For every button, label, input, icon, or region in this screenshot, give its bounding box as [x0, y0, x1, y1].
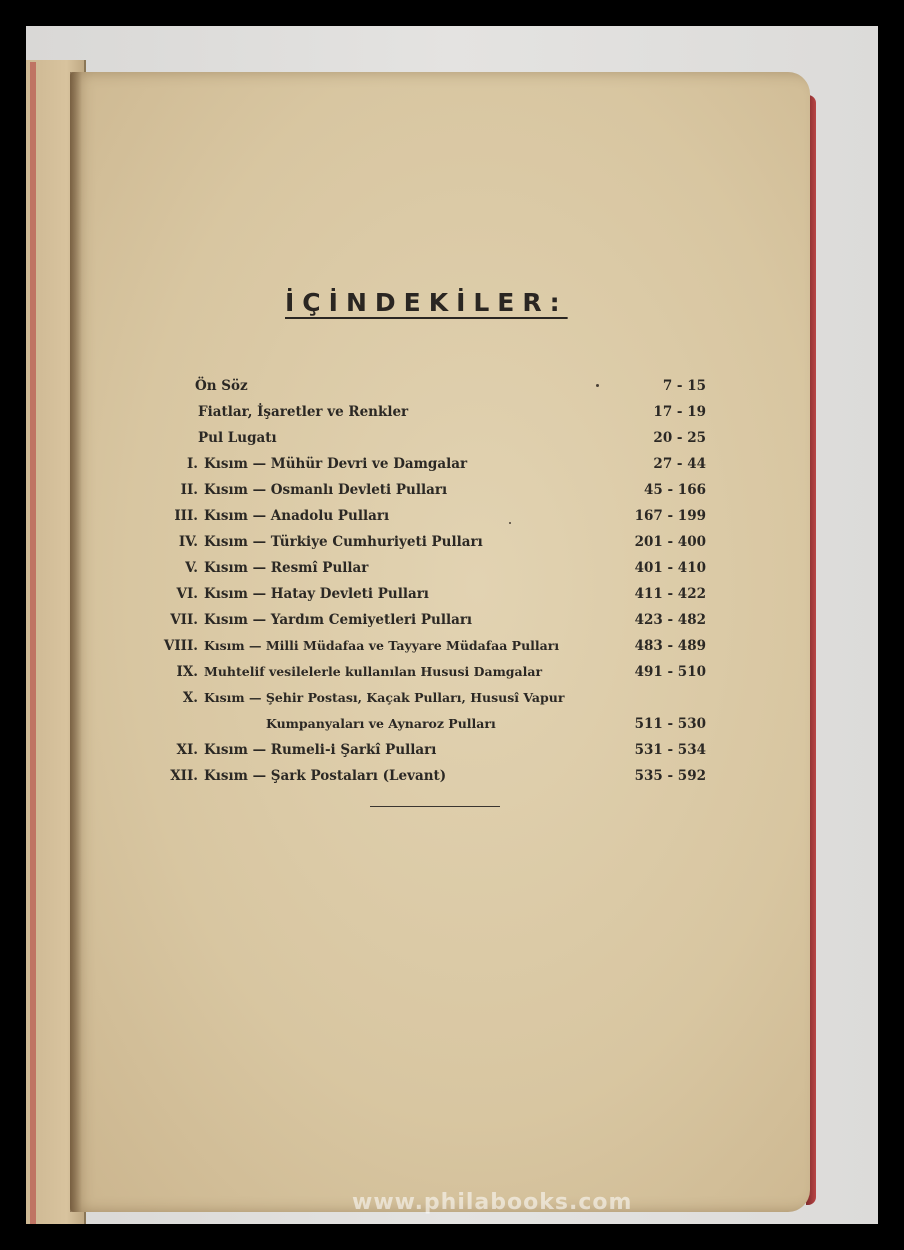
- toc-row: [150, 690, 720, 742]
- toc-label: Kısım — Resmî Pullar: [204, 560, 369, 576]
- toc-label: Kısım — Mühür Devri ve Damgalar: [204, 456, 468, 472]
- toc-row: [150, 404, 720, 430]
- ink-speck: [596, 384, 599, 387]
- toc-pages: 167 - 199: [634, 508, 706, 524]
- toc-row: [150, 612, 720, 638]
- toc-row: [150, 586, 720, 612]
- toc-label: Pul Lugatı: [198, 430, 277, 446]
- toc-label: Kısım — Şehir Postası, Kaçak Pulları, Hususî Vapur: [204, 690, 565, 705]
- toc-label-continued: Kumpanyaları ve Aynaroz Pulları: [266, 716, 496, 731]
- toc-row: [150, 768, 720, 794]
- toc-part-number: V.: [185, 560, 198, 576]
- toc-part-number: II.: [180, 482, 198, 498]
- toc-row: [150, 638, 720, 664]
- toc-part-number: IV.: [178, 534, 198, 550]
- page-title: İÇİNDEKİLER:: [285, 288, 568, 317]
- toc-pages: 511 - 530: [634, 716, 706, 732]
- toc-pages: 423 - 482: [634, 612, 706, 628]
- toc-pages: 17 - 19: [653, 404, 706, 420]
- toc-part-number: XII.: [170, 768, 198, 784]
- ink-speck: [509, 522, 511, 524]
- toc-pages: 491 - 510: [634, 664, 706, 680]
- toc-label: Kısım — Hatay Devleti Pulları: [204, 586, 429, 602]
- table-of-contents: [150, 378, 720, 794]
- toc-pages: 45 - 166: [644, 482, 706, 498]
- toc-label: Muhtelif vesilelerle kullanılan Hususi Damgalar: [204, 664, 543, 679]
- toc-pages: 483 - 489: [634, 638, 706, 654]
- closing-rule: [370, 806, 500, 807]
- toc-label: Ön Söz: [195, 378, 248, 394]
- toc-pages: 7 - 15: [662, 378, 706, 394]
- toc-pages: 535 - 592: [634, 768, 706, 784]
- toc-part-number: VI.: [176, 586, 198, 602]
- watermark: www.philabooks.com: [352, 1190, 633, 1215]
- toc-row: [150, 664, 720, 690]
- toc-part-number: XI.: [176, 742, 198, 758]
- toc-label: Kısım — Yardım Cemiyetleri Pulları: [204, 612, 473, 628]
- toc-label: Kısım — Şark Postaları (Levant): [204, 768, 447, 784]
- toc-label: Kısım — Anadolu Pulları: [204, 508, 390, 524]
- toc-part-number: X.: [182, 690, 198, 706]
- toc-pages: 20 - 25: [653, 430, 706, 446]
- toc-pages: 27 - 44: [653, 456, 706, 472]
- toc-row: [150, 742, 720, 768]
- page-gutter-shadow: [70, 72, 82, 1212]
- toc-pages: 531 - 534: [634, 742, 706, 758]
- toc-pages: 411 - 422: [634, 586, 706, 602]
- toc-part-number: VII.: [170, 612, 198, 628]
- toc-pages: 201 - 400: [634, 534, 706, 550]
- toc-label: Fiatlar, İşaretler ve Renkler: [198, 404, 409, 420]
- toc-row: [150, 430, 720, 456]
- toc-row: [150, 482, 720, 508]
- spine-edge: [30, 62, 36, 1224]
- toc-part-number: III.: [174, 508, 198, 524]
- toc-part-number: VIII.: [163, 638, 198, 654]
- toc-label: Kısım — Rumeli-i Şarkî Pulları: [204, 742, 437, 758]
- toc-row: [150, 560, 720, 586]
- toc-row: [150, 378, 720, 404]
- toc-row: [150, 534, 720, 560]
- toc-part-number: I.: [186, 456, 198, 472]
- toc-row: [150, 508, 720, 534]
- toc-label: Kısım — Türkiye Cumhuriyeti Pulları: [204, 534, 483, 550]
- toc-part-number: IX.: [176, 664, 198, 680]
- toc-row: [150, 456, 720, 482]
- toc-label: Kısım — Milli Müdafaa ve Tayyare Müdafaa Pulları: [204, 638, 560, 653]
- toc-pages: 401 - 410: [634, 560, 706, 576]
- toc-label: Kısım — Osmanlı Devleti Pulları: [204, 482, 448, 498]
